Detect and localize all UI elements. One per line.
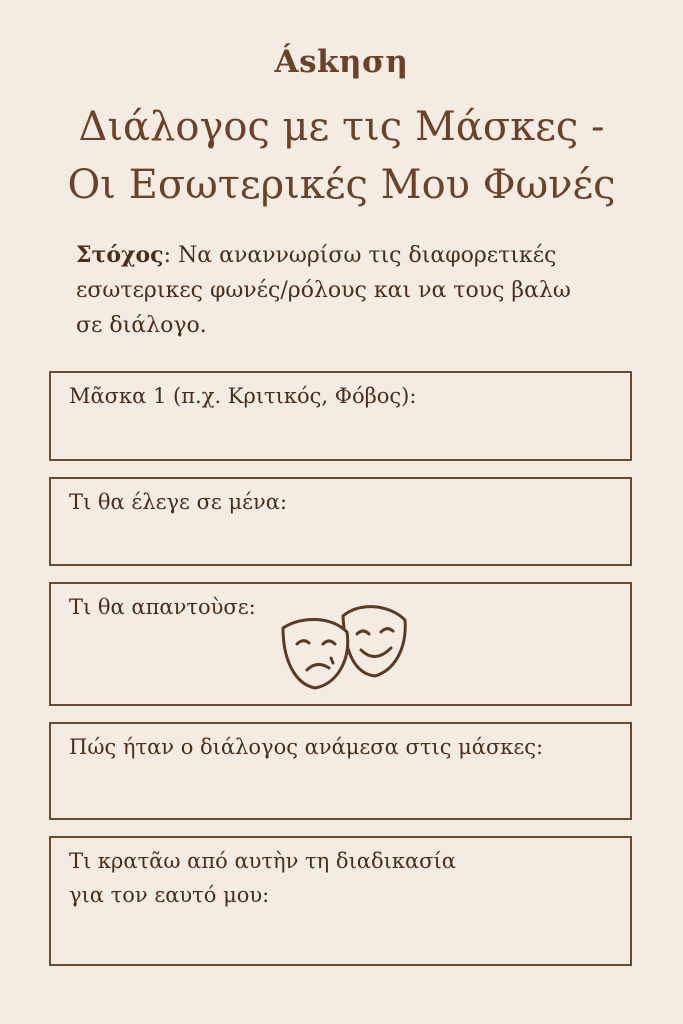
exercise-kicker: Áskηση [274,44,409,80]
mask-answer-box[interactable] [49,371,632,461]
goal-text-line-2: εσωτερικες φωνές/ρόλους και να τους βαλω [76,278,571,303]
mask-prompt [69,379,416,413]
reply-prompt-text: Τι θα απαντοὺσε: [69,595,256,619]
goal-label: Στόχος [76,242,164,268]
takeaway-prompt-line-2: για τον εαυτό μου: [69,883,270,907]
page-title [40,98,643,214]
takeaway-prompt [69,844,456,912]
what-it-would-say-text: Τι θα έλεγε σε μένα: [69,490,288,514]
title-line-2: Οι Εσωτερικές Μου Φωνές [67,162,616,208]
goal-statement [76,238,576,343]
sad-mask-icon [283,619,348,688]
dialogue-description-text: Πώς ήταν ο διάλογος ανάμεσα στις μάσκες: [69,735,544,759]
what-it-would-say-box[interactable] [49,477,632,566]
theater-masks-icon [281,598,411,690]
happy-mask-icon [343,607,405,676]
dialogue-description-prompt [69,730,543,764]
takeaway-prompt-line-1: Τι κρατᾶω από αυτὴν τη διαδικασία [69,849,456,873]
dialogue-description-box[interactable] [49,722,632,820]
reply-box[interactable] [49,582,632,706]
goal-separator: : [163,243,171,268]
title-line-1: Διάλογος με τις Μάσκες - [78,104,605,150]
what-it-would-say-prompt [69,485,287,519]
takeaway-box[interactable] [49,836,632,966]
reply-prompt [69,590,256,624]
goal-text-line-3: σε διάλογο. [76,313,207,338]
mask-prompt-text: Μᾶσκα 1 (π.χ. Κριτικός, Φόβος): [69,384,417,408]
goal-text-line-1: Να αναννωρίσω τις διαφορετικές [171,243,557,268]
